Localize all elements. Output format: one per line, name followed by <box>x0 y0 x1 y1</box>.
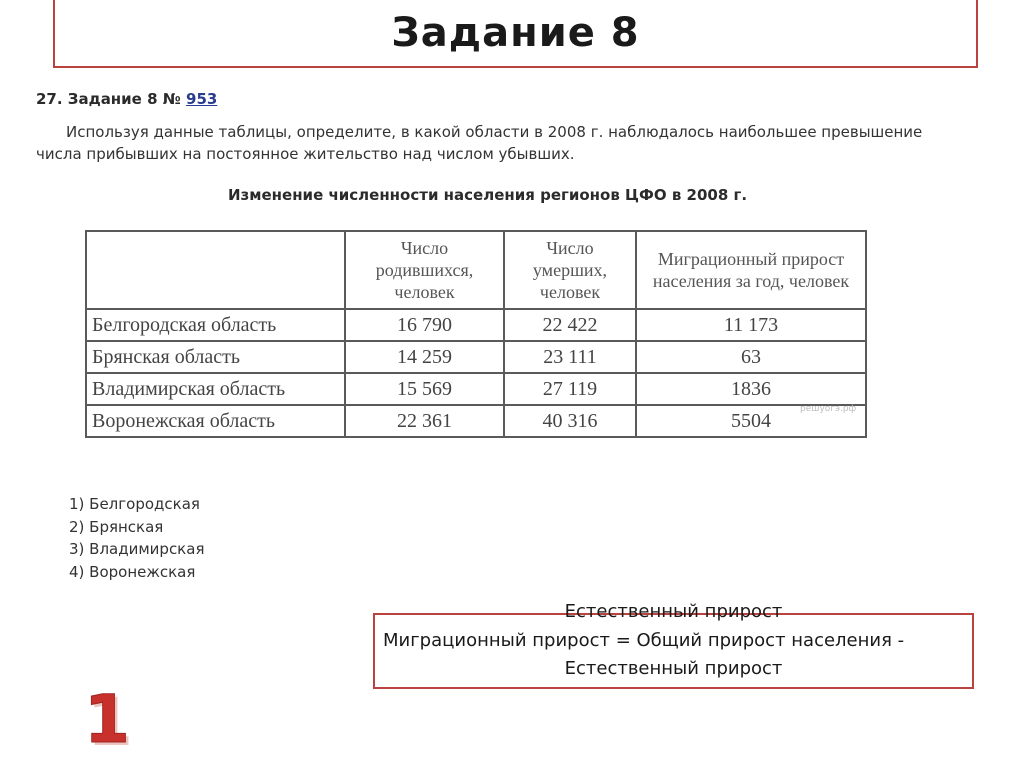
table-row <box>86 309 866 341</box>
table-row <box>86 405 866 437</box>
answer-option: 3) Владимирская <box>69 540 205 558</box>
answer-option: 1) Белгородская <box>69 495 200 513</box>
answer-option: 2) Брянская <box>69 517 164 536</box>
answer-options <box>69 493 204 583</box>
births-cell: 15 569 <box>345 373 504 405</box>
population-table <box>85 230 867 438</box>
table-header-cell: Число родившихся, человек <box>345 231 504 309</box>
task-text: Используя данные таблицы, определите, в какой области в 2008 г. наблюдалось наибольшее превышение числа прибывших на постоянное жительство над числом убывших. <box>36 123 923 163</box>
formula-line-1: Миграционный прирост = Общий прирост населения - <box>383 630 905 651</box>
slide-number: 1 <box>84 681 130 758</box>
births-cell: 16 790 <box>345 309 504 341</box>
region-cell: Брянская область <box>86 341 345 373</box>
migration-cell: 1836 <box>636 373 866 405</box>
table-row <box>86 341 866 373</box>
table-watermark: решуогэ.рф <box>800 404 857 414</box>
table-header-cell: Число умерших, человек <box>504 231 636 309</box>
deaths-cell: 40 316 <box>504 405 636 437</box>
deaths-cell: 27 119 <box>504 373 636 405</box>
region-cell: Белгородская область <box>86 309 345 341</box>
migration-cell: 11 173 <box>636 309 866 341</box>
migration-cell: 63 <box>636 341 866 373</box>
migration-cell: 5504 <box>636 405 866 437</box>
slide-title: Задание 8 <box>391 10 640 56</box>
table-header-cell: Миграционный прирост населения за год, человек <box>636 231 866 309</box>
region-cell: Воронежская область <box>86 405 345 437</box>
task-number-link[interactable]: 953 <box>186 90 218 108</box>
task-header <box>36 90 217 108</box>
table-header-row <box>86 231 866 309</box>
table-row <box>86 373 866 405</box>
formula-clipped-text: Естественный прирост <box>564 601 783 622</box>
births-cell: 14 259 <box>345 341 504 373</box>
task-header-prefix: 27. Задание 8 № <box>36 90 181 108</box>
deaths-cell: 22 422 <box>504 309 636 341</box>
deaths-cell: 23 111 <box>504 341 636 373</box>
region-cell: Владимирская область <box>86 373 345 405</box>
formula-box <box>373 601 974 689</box>
table-caption: Изменение численности населения регионов ЦФО в 2008 г. <box>227 186 748 204</box>
formula-line-2: Естественный прирост <box>564 658 783 679</box>
slide-title-box <box>53 0 978 68</box>
table-header-cell <box>86 231 345 309</box>
births-cell: 22 361 <box>345 405 504 437</box>
answer-option: 4) Воронежская <box>69 562 196 581</box>
